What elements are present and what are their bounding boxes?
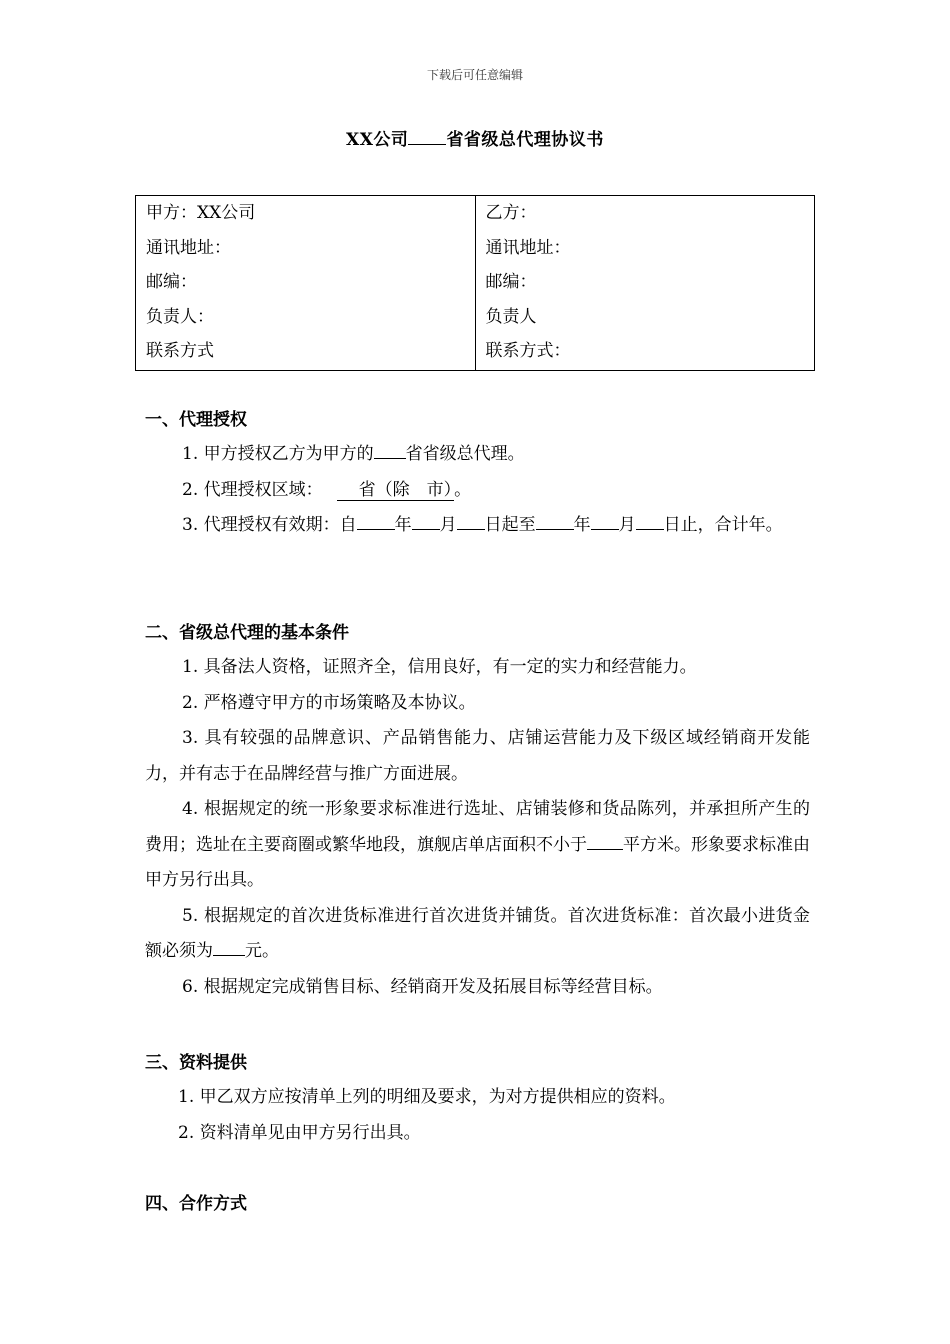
fill-blank [412,513,440,530]
underlined-region: 省（除 市） [337,480,455,501]
paragraph: 2. 严格遵守甲方的市场策略及本协议。 [182,692,476,713]
fill-blank [591,513,619,530]
section-basic-conditions [145,618,810,1005]
text: 年 [394,515,412,535]
title-blank [408,128,446,145]
paragraph [145,792,810,899]
text: 2. 代理授权区域： [182,479,323,500]
section-cooperation [145,1189,810,1221]
section-materials [145,1048,810,1151]
paragraph [145,899,810,970]
text: 。 [454,479,472,500]
party-b-principal: 负责人 [485,306,537,327]
party-b-contact: 联系方式： [485,341,571,361]
text: 5. 根据规定的首次进货标准进行首次进货并铺货。首次进货标准：首次最小进货金额必须为 [145,905,810,961]
paragraph: 3. 具有较强的品牌意识、产品销售能力、店铺运营能力及下级区域经销商开发能力，并有志于在品牌经营与推广方面进展。 [145,728,810,784]
text: 1. 甲方授权乙方为甲方的 [182,444,374,464]
text: 年 [573,515,591,535]
fill-blank [457,513,485,530]
party-b-address: 通讯地址： [485,237,571,258]
text: 平方米。形象要求标准由甲方另行出具。 [145,834,810,890]
header-note: 下载后可任意编辑 [426,68,523,82]
party-info-table [135,195,815,371]
text: 元。 [245,941,279,961]
fill-blank [536,513,574,530]
paragraph: 1. 具备法人资格，证照齐全，信用良好，有一定的实力和经营能力。 [182,657,697,677]
party-b-postcode: 邮编： [485,272,537,292]
party-a-postcode: 邮编： [146,272,197,292]
text: 日起至 [484,515,536,535]
section-heading: 四、合作方式 [145,1194,247,1214]
paragraph: 1. 甲乙双方应按清单上列的明细及要求，为对方提供相应的资料。 [178,1087,676,1107]
section-heading: 一、代理授权 [145,410,247,430]
fill-blank [587,832,623,849]
paragraph [145,508,810,544]
paragraph [145,473,810,509]
paragraph: 6. 根据规定完成销售目标、经销商开发及拓展目标等经营目标。 [182,976,663,997]
text: 3. 代理授权有效期：自 [182,515,357,535]
text: 月 [439,515,457,535]
section-heading: 三、资料提供 [145,1053,247,1073]
text: 4. 根据规定的统一形象要求标准进行选址、店铺装修和货品陈列，并承担所产生的费用；选址在主要商圈或繁华地段，旗舰店单店面积不小于 [145,799,810,855]
fill-blank [357,513,395,530]
title-prefix: XX公司 [346,130,409,150]
fill-blank [374,442,406,459]
title-suffix: 省省级总代理协议书 [446,130,604,150]
section-agency-authorization [145,405,810,544]
party-a-name: 甲方：XX公司 [146,203,256,223]
fill-blank [636,513,664,530]
party-a-column [136,196,475,370]
text: 月 [618,515,636,535]
party-b-name: 乙方： [485,203,537,223]
document-title [0,125,950,150]
section-heading: 二、省级总代理的基本条件 [145,623,349,643]
paragraph: 2. 资料清单见由甲方另行出具。 [178,1122,421,1143]
text: 省省级总代理。 [405,444,525,464]
text: 日止，合计年。 [663,515,783,535]
fill-blank [213,939,245,956]
party-a-principal: 负责人： [146,306,214,327]
party-b-column [475,196,815,370]
paragraph [145,437,810,473]
party-a-contact: 联系方式 [146,341,214,361]
party-a-address: 通讯地址： [146,237,231,258]
